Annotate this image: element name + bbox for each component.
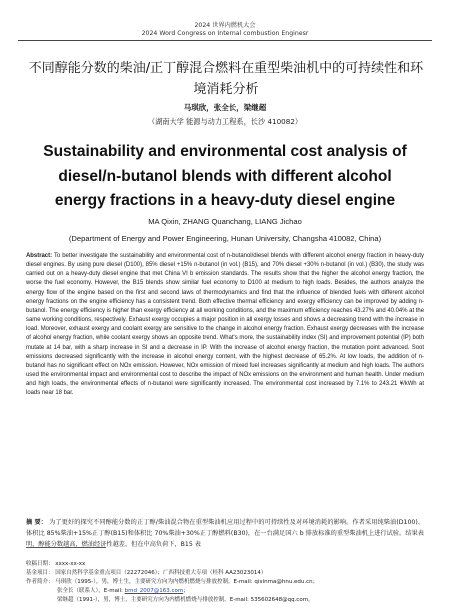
abstract-label: Abstract: (26, 253, 53, 259)
footnote-author2-prefix: 张全长（联系人），E-mail: (57, 588, 125, 594)
footnote-author2-suffix: ； (183, 588, 189, 594)
affiliation-english: (Department of Energy and Power Engineering, Hunan University, Changsha 410082, China) (68, 234, 382, 243)
footnote-funding: 基金项目： 国家自然科学基金重点项目（22272046）；广西科技重大专项（桂科 AA23023014） (26, 570, 267, 576)
footnote-author3: 梁继超（1991-），男，博士，主要研究方向为内燃机燃烧与排放控制。E-mail: 535602648@qq.com。 (57, 597, 314, 603)
abstract-cn-label: 摘 要： (26, 519, 48, 526)
header-divider (18, 40, 432, 41)
abstract-chinese (26, 517, 424, 550)
footnote-author1: 作者简介： 马琪欣（1995-），男，博士生，主要研究方向为内燃机燃烧与排放控制。E-mail: qixinma@hnu.edu.cn； (26, 579, 319, 585)
abstract-english (26, 252, 424, 399)
conference-header-en: 2024 Word Congress on Internal combustion Enginesr (141, 30, 309, 37)
footnote-received: 收稿日期： xxxx-xx-xx (26, 561, 86, 567)
abstract-text: To better investigate the sustainability and environmental cost of n-butanol/diesel blends with different alcohol energy fraction in heavy-duty diesel engines. By using pure diesel (D100), 85% diesel +15% n-butanol (in vol.) (B15), and 70% diesel +30% n-butanol (in vol.) (B30), the study was carried out on a heavy-duty diesel engine that met China VI b emission standards. The results show that the higher the alcohol energy fraction, the worse the fuel economy. However, the B15 blends show similar fuel economy to D100 at medium to high loads. Besides, the authors analyze the energy flow of the engine based on the first and second laws of thermodynamics and find that the influence of blended fuels with different alcohol energy fractions on the engine efficiency has a consistent trend. Both effective thermal efficiency and exergy efficiency can be improved by adding n-butanol. The energy efficiency is higher than exergy efficiency at all working conditions, and the maximum efficiency reaches 43.27% and 40.04% at the same working conditions, respectively. Exhaust exergy occupies a major position in all exergy losses and shows a decreasing trend with the increase in load. Moreover, exhaust exergy and coolant exergy are sensitive to the change in alcohol energy fraction. Exhaust exergy decreases with the increase of alcohol energy fraction, while coolant exergy shows an opposite trend. What's more, the sustainability index (SI) and improvement potential (IP) both mutate at 14 bar, with a sharp increase in SI and a decrease in IP. With the increase of alcohol energy fraction, the mutation point advanced. Soot emissions decreased significantly with the increase in alcohol energy content, with the highest decrease of 65.2%. At low loads, the addition of n-butanol has no significant effect on NOx emission. However, NOx emission of mixed fuel increases significantly at medium and high loads. The authors used the environmental impact and environmental cost to describe the impact of NOx emissions on the environment and human health. Under medium and high loads, the environmental effects of n-butanol were significantly increased. The environmental cost increased by 7.1% to 243.21 ¥/kWh at loads near 18 bar. (26, 253, 424, 397)
footnotes (26, 560, 436, 605)
affiliation-chinese: （湖南大学 能源与动力工程系，长沙 410082） (147, 117, 303, 126)
footnote-divider (26, 547, 106, 548)
abstract-cn-text: 为了更好的探究不同醇能分数的正丁醇/柴油混合物在重型柴油机应用过程中的可持续性及对环境消耗的影响。作者采用纯柴油(D100)、体积比 85%柴油+15%正丁醇(B15)和体积比 70%柴油+30%正丁醇燃料(B30)，在一台满足国六 b 排放标准的重型柴油机上进行试验。结果表明，醇能分数越高，燃油经济性越差。但在中高负荷下，B15 表 (26, 519, 425, 548)
authors-english: MA Qixin, ZHANG Quanchang, LIANG Jichao (148, 217, 302, 226)
title-chinese: 不同醇能分数的柴油/正丁醇混合燃料在重型柴油机中的可持续性和环境消耗分析 (28, 61, 424, 97)
authors-chinese: 马琪欣，张全长，梁继超 (183, 103, 267, 112)
title-english: Sustainability and environmental cost analysis of diesel/n-butanol blends with different alcohol energy fractions in a heavy-duty diesel engine (43, 143, 407, 209)
author-email-link[interactable]: bmd_2007@163.com (124, 588, 184, 594)
footnote-author2 (26, 587, 436, 596)
conference-header-cn: 2024 世界内燃机大会 (194, 22, 256, 29)
